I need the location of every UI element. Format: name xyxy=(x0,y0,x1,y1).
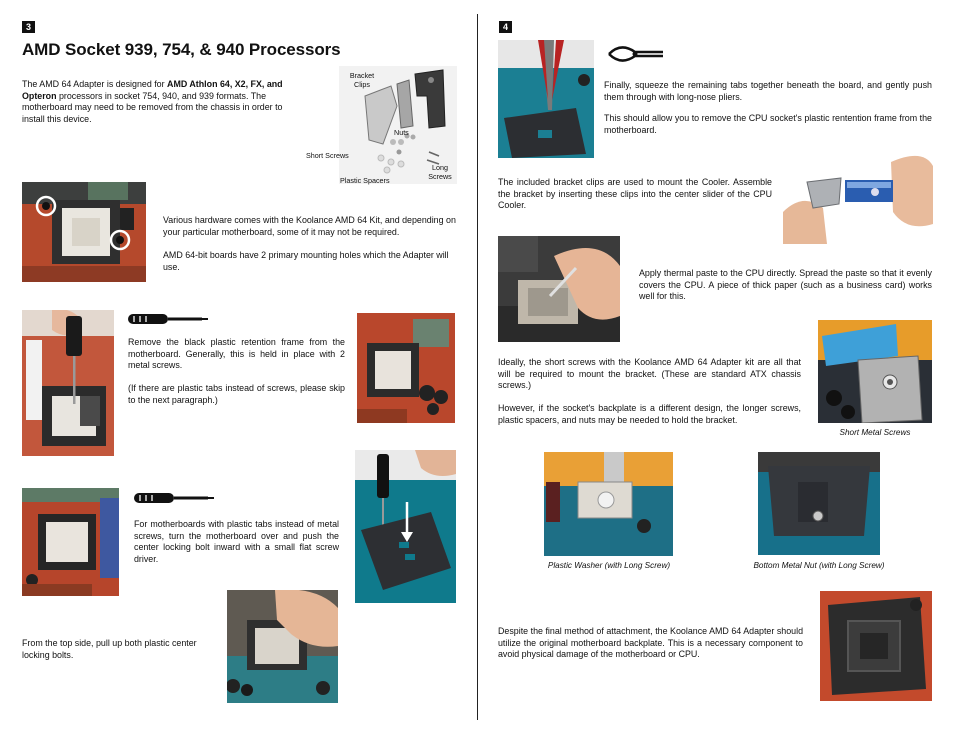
plastic-tabs-board-photo xyxy=(22,488,119,596)
caption-short-metal-screws: Short Metal Screws xyxy=(839,428,911,437)
label-long-screws: Long Screws xyxy=(428,163,452,181)
pliers-icon xyxy=(607,44,665,64)
pull-bolts-photo xyxy=(227,590,338,703)
tabs-note-text: (If there are plastic tabs instead of screws, please skip to the next paragraph.) xyxy=(128,383,345,405)
hardware-text-2: AMD 64-bit boards have 2 primary mounting holes which the Adapter will use. xyxy=(163,250,449,272)
page-number-3: 3 xyxy=(22,21,35,33)
hardware-text-1: Various hardware comes with the Koolance AMD 64 Kit, and depending on your particular motherboard, some of it may not be required. xyxy=(163,215,456,237)
plastic-tabs-text: For motherboards with plastic tabs instead of metal screws, turn the motherboard over and push the center locking bolt inward with a small flat screw driver. xyxy=(134,519,339,564)
page-title: AMD Socket 939, 754, & 940 Processors xyxy=(22,40,341,59)
backplate-text: Despite the final method of attachment, the Koolance AMD 64 Adapter should utilize the original motherboard backplate. This is a necessary component to avoid physical damage of the motherboard or CPU. xyxy=(498,626,803,659)
page-number-4: 4 xyxy=(499,21,512,33)
thermal-paste-photo xyxy=(498,236,620,342)
short-metal-screws-photo xyxy=(818,320,932,423)
bracket-clips-assembly-photo xyxy=(783,152,933,244)
intro-text: The AMD 64 Adapter is designed for AMD Athlon 64, X2, FX, and Opteron processors in socket 754, 940, and 939 formats. The motherboard may need to be removed from the chassis in order to install this device. xyxy=(22,79,283,124)
thermal-paste-text: Apply thermal paste to the CPU directly. Spread the paste so that it evenly covers the CPU. A piece of thick paper (such as a business card) works well for this. xyxy=(639,268,932,301)
pull-bolts-text: From the top side, pull up both plastic center locking bolts. xyxy=(22,638,197,660)
motherboard-socket-photo xyxy=(357,313,455,423)
long-screws-text: However, if the socket's backplate is a different design, the longer screws, plastic spacers, and nuts may be needed to hold the bracket. xyxy=(498,403,801,425)
squeeze-tabs-text: Finally, squeeze the remaining tabs together beneath the board, and gently push them through with long-nose pliers. xyxy=(604,80,932,102)
backside-push-bolt-photo xyxy=(355,450,456,603)
screwdriver-icon xyxy=(128,312,208,326)
bottom-metal-nut-photo xyxy=(758,452,880,555)
screwdriver-removal-photo xyxy=(22,310,114,456)
socket-mounting-holes-photo xyxy=(22,182,146,282)
screwdriver-icon-2 xyxy=(134,491,214,505)
pliers-photo xyxy=(498,40,594,158)
label-bracket-clips: Bracket Clips xyxy=(349,71,375,89)
short-screws-text: Ideally, the short screws with the Koolance AMD 64 Adapter kit are all that will be required to mount the bracket. (These are standard ATX chassis screws.) xyxy=(498,357,801,390)
backplate-photo xyxy=(820,591,932,701)
bracket-clips-text: The included bracket clips are used to mount the Cooler. Assemble the bracket by inserting these clips into the center slider of the CPU Cooler. xyxy=(498,177,772,210)
caption-plastic-washer: Plastic Washer (with Long Screw) xyxy=(547,561,671,570)
caption-bottom-metal-nut: Bottom Metal Nut (with Long Screw) xyxy=(753,561,885,570)
page-divider xyxy=(477,14,478,720)
plastic-washer-photo xyxy=(544,452,673,556)
label-nuts: Nuts xyxy=(394,128,409,137)
remove-frame-result-text: This should allow you to remove the CPU socket's plastic rentention frame from the motherboard. xyxy=(604,113,932,135)
label-plastic-spacers: Plastic Spacers xyxy=(340,176,390,185)
remove-frame-text: Remove the black plastic retention frame from the motherboard. Generally, this is held in place with 2 metal screws. xyxy=(128,337,345,370)
label-short-screws: Short Screws xyxy=(306,151,349,160)
